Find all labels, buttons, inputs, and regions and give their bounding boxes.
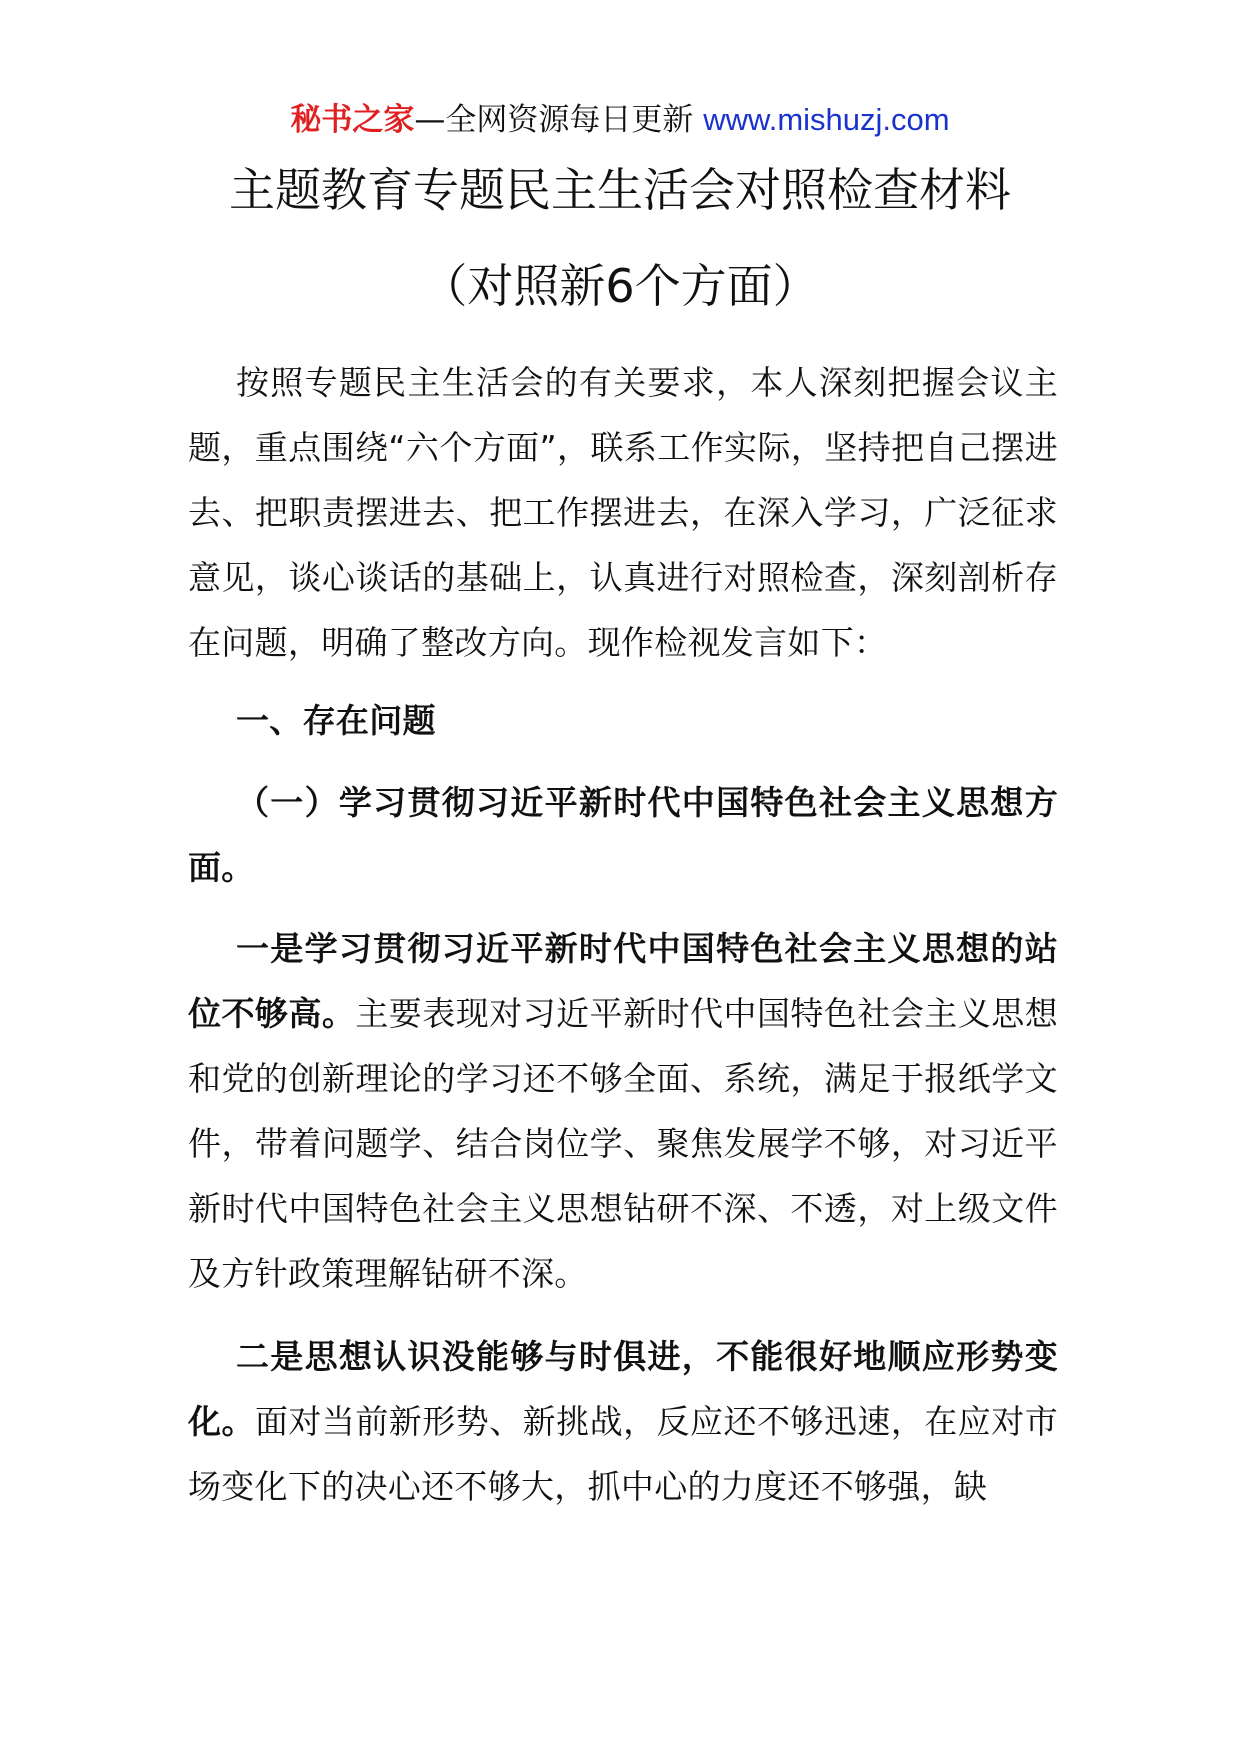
subsection-heading: （一）学习贯彻习近平新时代中国特色社会主义思想方面。	[188, 783, 1058, 887]
point-paragraph-two	[188, 1324, 1058, 1519]
banner-url[interactable]: www.mishuzj.com	[703, 102, 950, 137]
point-one-lead: 一是学习贯彻习近平新时代中国特色社会主义思想的站位不够高。	[188, 929, 1058, 1033]
document-subtitle: （对照新6个方面）	[421, 259, 819, 313]
site-banner	[0, 100, 1240, 140]
section-heading: 一、存在问题	[236, 701, 436, 740]
intro-paragraph: 按照专题民主生活会的有关要求，本人深刻把握会议主题，重点围绕“六个方面”，联系工作实际，坚持把自己摆进去、把职责摆进去、把工作摆进去，在深入学习，广泛征求意见，谈心谈话的基础上，认真进行对照检查，深刻剖析存在问题，明确了整改方向。现作检视发言如下：	[188, 363, 1058, 662]
banner-brand: 秘书之家	[290, 102, 415, 138]
point-one-text: 主要表现对习近平新时代中国特色社会主义思想和党的创新理论的学习还不够全面、系统，满足于报纸学文件，带着问题学、结合岗位学、聚焦发展学不够，对习近平新时代中国特色社会主义思想钻研不深、不透，对上级文件及方针政策理解钻研不深。	[188, 994, 1058, 1293]
document-title: 主题教育专题民主生活会对照检查材料	[229, 163, 1011, 217]
banner-tagline: —全网资源每日更新	[414, 102, 704, 138]
point-paragraph-one	[188, 916, 1058, 1306]
point-two-text: 面对当前新形势、新挑战，反应还不够迅速，在应对市场变化下的决心还不够大，抓中心的力度还不够强，缺	[188, 1402, 1058, 1506]
point-two-lead: 二是思想认识没能够与时俱进，不能很好地顺应形势变化。	[188, 1337, 1058, 1441]
